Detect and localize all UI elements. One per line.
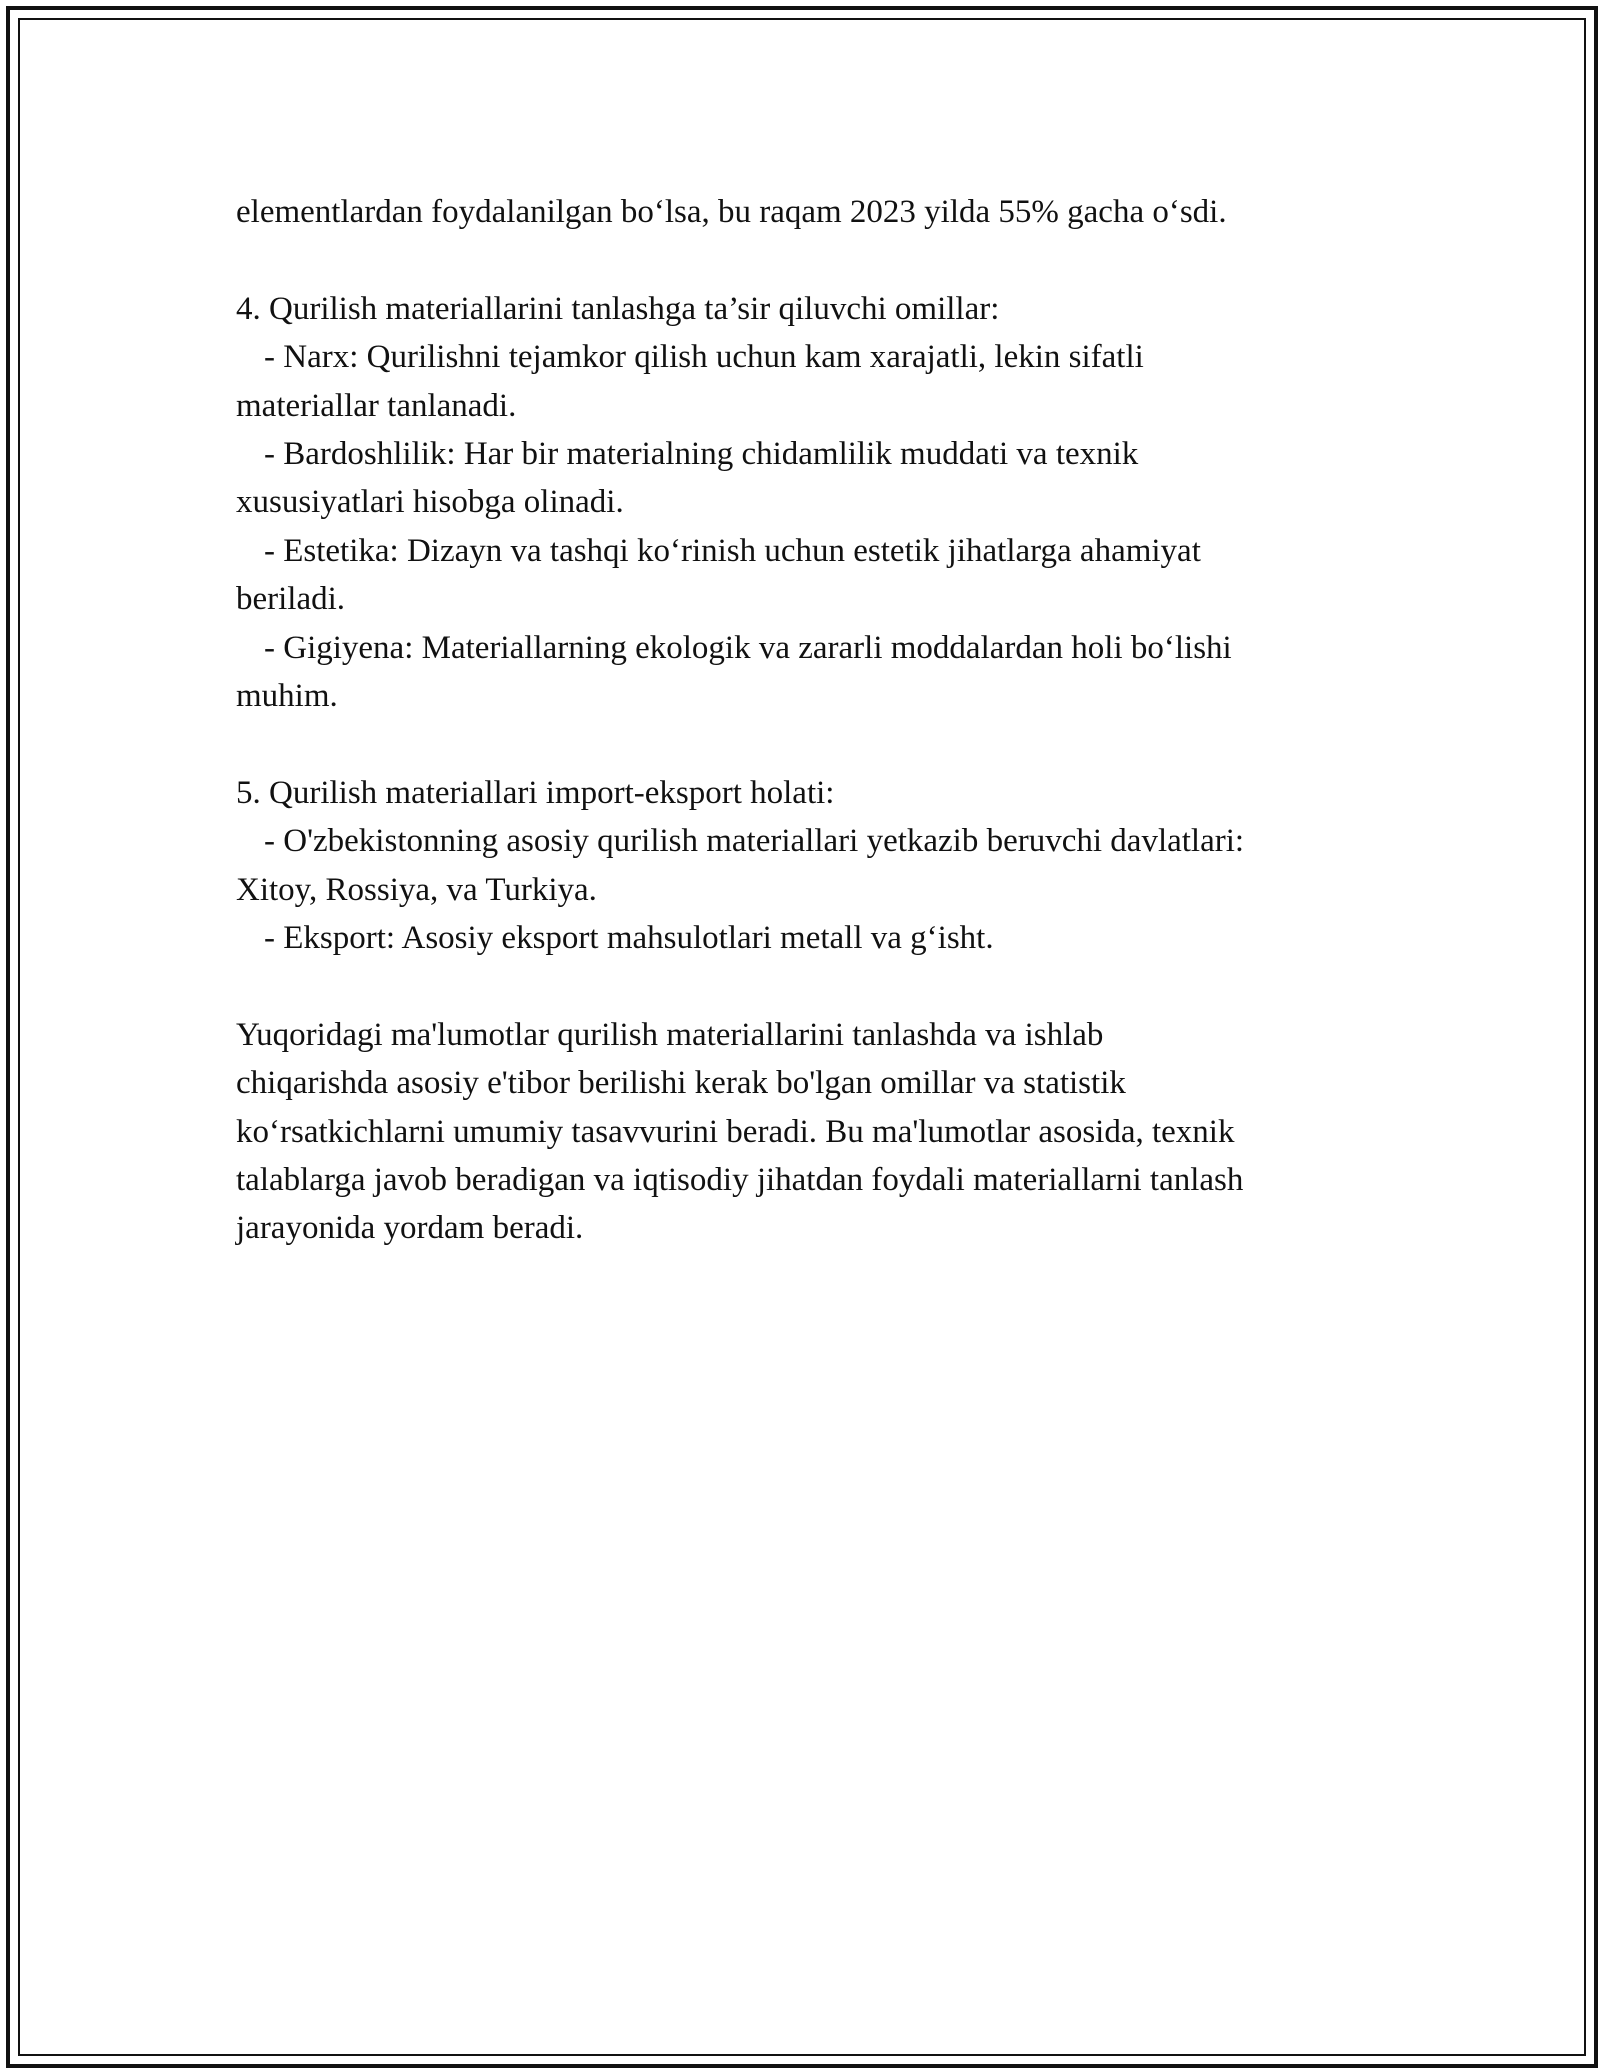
factor-aesthetics-line2: beriladi. bbox=[236, 581, 346, 618]
paragraph-gap bbox=[236, 236, 1376, 284]
document-body bbox=[236, 188, 1376, 1253]
export-line: - Eksport: Asosiy eksport mahsulotlari metall va g‘isht. bbox=[264, 920, 994, 957]
factor-durability-line1: - Bardoshlilik: Har bir materialning chidamlilik muddati va texnik bbox=[264, 436, 1139, 473]
section-5-heading: 5. Qurilish materiallari import-eksport holati: bbox=[236, 774, 835, 811]
factor-price-line2: materiallar tanlanadi. bbox=[236, 387, 517, 424]
section-4 bbox=[236, 285, 1376, 721]
intro-line: elementlardan foydalanilgan bo‘lsa, bu raqam 2023 yilda 55% gacha o‘sdi. bbox=[236, 194, 1227, 230]
conclusion-line: ko‘rsatkichlarni umumiy tasavvurini beradi. Bu ma'lumotlar asosida, texnik bbox=[236, 1113, 1235, 1150]
section-5 bbox=[236, 769, 1376, 963]
factor-hygiene-line1: - Gigiyena: Materiallarning ekologik va zararli moddalardan holi bo‘lishi bbox=[264, 629, 1232, 666]
conclusion-line: talablarga javob beradigan va iqtisodiy jihatdan foydali materiallarni tanlash bbox=[236, 1162, 1244, 1199]
conclusion-line: jarayonida yordam beradi. bbox=[236, 1210, 584, 1247]
suppliers-line2: Xitoy, Rossiya, va Turkiya. bbox=[236, 871, 597, 908]
section-4-heading: 4. Qurilish materiallarini tanlashga ta’sir qiluvchi omillar: bbox=[236, 290, 1000, 327]
conclusion-line: Yuqoridagi ma'lumotlar qurilish materiallarini tanlashda va ishlab bbox=[236, 1016, 1104, 1053]
paragraph-gap bbox=[236, 720, 1376, 768]
factor-aesthetics-line1: - Estetika: Dizayn va tashqi ko‘rinish uchun estetik jihatlarga ahamiyat bbox=[264, 532, 1201, 569]
suppliers-line1: - O'zbekistonning asosiy qurilish materiallari yetkazib beruvchi davlatlari: bbox=[264, 823, 1245, 860]
factor-price-line1: - Narx: Qurilishni tejamkor qilish uchun kam xarajatli, lekin sifatli bbox=[264, 339, 1144, 376]
factor-durability-line2: xususiyatlari hisobga olinadi. bbox=[236, 484, 624, 521]
conclusion-paragraph bbox=[236, 1011, 1376, 1253]
conclusion-line: chiqarishda asosiy e'tibor berilishi kerak bo'lgan omillar va statistik bbox=[236, 1065, 1126, 1102]
factor-hygiene-line2: muhim. bbox=[236, 678, 338, 715]
paragraph-gap bbox=[236, 962, 1376, 1010]
